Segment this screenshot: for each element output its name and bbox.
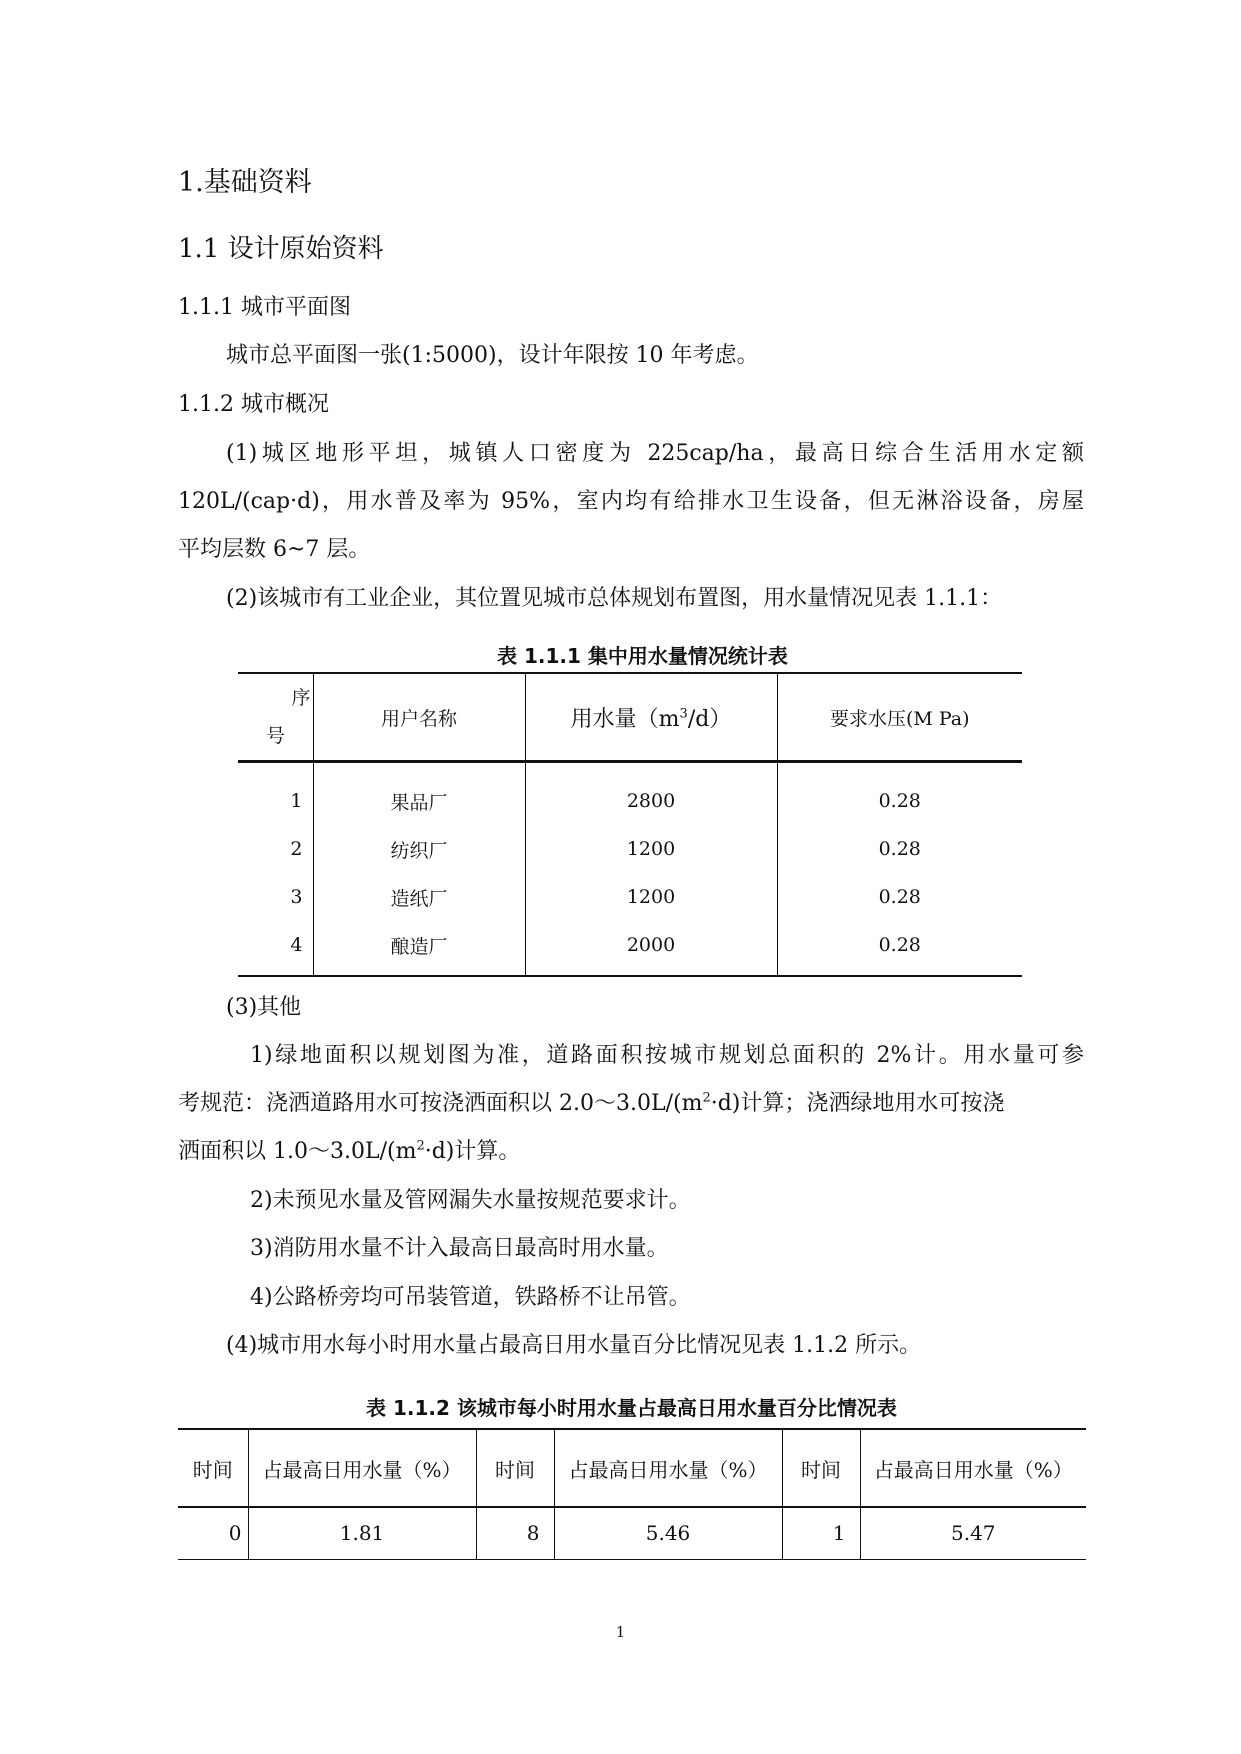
cell-percent: 5.46 [554,1507,782,1559]
header-flow-sup: 3 [679,706,688,722]
cell-flow: 2800 [525,777,777,825]
cell-name: 酿造厂 [313,921,525,976]
paragraph-3-1-line-1: 1)绿地面积以规划图为准，道路面积按城市规划总面积的 2%计。用水量可参 [250,1043,1084,1068]
header-flow-text: 用水量（m [570,706,680,732]
cell-no: 1 [238,777,313,825]
line-3-text-b: ·d)计算。 [424,1139,521,1164]
paragraph-3-1-line-2 [178,1086,1004,1117]
paragraph-3-4: 4)公路桥旁均可吊装管道，铁路桥不让吊管。 [250,1285,691,1310]
table-row [238,873,1022,921]
paragraph-1-line-1: (1)城区地形平坦，城镇人口密度为 225cap/ha，最高日综合生活用水定额 [226,441,1084,466]
header-flow-unit: /d） [687,706,732,732]
paragraph-city-map: 城市总平面图一张(1:5000)，设计年限按 10 年考虑。 [226,343,759,368]
cell-pressure: 0.28 [878,838,921,860]
header-time: 时间 [782,1429,860,1507]
table-header-row [178,1429,1086,1507]
cell-pressure: 0.28 [878,886,921,908]
cell-flow: 1200 [525,873,777,921]
header-name: 用户名称 [313,673,525,762]
line-2-text-b: ·d)计算；浇洒绿地用水可按浇 [710,1091,1005,1116]
header-percent: 占最高日用水量（%） [248,1429,476,1507]
cell-time: 1 [782,1507,860,1559]
table-header-row [238,673,1022,762]
cell-no: 3 [238,873,313,921]
hourly-water-table [178,1428,1086,1560]
header-no-bottom: 号 [266,725,286,747]
cell-time: 8 [476,1507,554,1559]
cell-no: 4 [238,921,313,976]
header-pressure: 要求水压(M Pa) [829,707,970,730]
line-3-sup: 2 [416,1138,425,1154]
cell-no: 2 [238,825,313,873]
cell-pressure: 0.28 [878,934,921,956]
header-percent: 占最高日用水量（%） [873,1457,1073,1482]
table-row [238,777,1022,825]
cell-percent: 5.47 [950,1521,996,1546]
paragraph-3: (3)其他 [226,995,302,1020]
paragraph-2: (2)该城市有工业企业，其位置见城市总体规划布置图，用水量情况见表 1.1.1： [226,586,1003,611]
paragraph-3-2: 2)未预见水量及管网漏失水量按规范要求计。 [250,1188,691,1213]
water-use-table [238,672,1022,977]
header-no [238,673,313,762]
heading-1-1-1: 1.1.1 城市平面图 [178,295,351,320]
paragraph-1-line-2: 120L/(cap·d)，用水普及率为 95%，室内均有给排水卫生设备，但无淋浴设备，房屋 [178,489,1084,514]
paragraph-1-line-3: 平均层数 6~7 层。 [178,537,371,562]
cell-name: 造纸厂 [313,873,525,921]
heading-1: 1.基础资料 [178,167,312,198]
table-1-caption: 表 1.1.1 集中用水量情况统计表 [497,644,788,668]
cell-flow: 1200 [525,825,777,873]
header-time: 时间 [476,1429,554,1507]
paragraph-3-1-line-3 [178,1134,520,1165]
line-3-text-a: 洒面积以 1.0～3.0L/(m [178,1139,417,1164]
heading-1-1-2: 1.1.2 城市概况 [178,392,329,417]
header-flow [525,673,777,762]
cell-name: 果品厂 [313,777,525,825]
header-percent: 占最高日用水量（%） [554,1429,782,1507]
page-number: 1 [615,1623,626,1641]
cell-name: 纺织厂 [313,825,525,873]
heading-1-1: 1.1 设计原始资料 [178,234,384,264]
table-row [238,921,1022,976]
cell-percent: 1.81 [248,1507,476,1559]
cell-time: 0 [178,1507,248,1559]
paragraph-4: (4)城市用水每小时用水量占最高日用水量百分比情况见表 1.1.2 所示。 [226,1333,922,1358]
table-2-caption: 表 1.1.2 该城市每小时用水量占最高日用水量百分比情况表 [366,1396,897,1420]
table-row [238,825,1022,873]
table-row [178,1507,1086,1559]
line-2-text-a: 考规范：浇洒道路用水可按浇洒面积以 2.0～3.0L/(m [178,1091,703,1116]
cell-flow: 2000 [525,921,777,976]
line-2-sup: 2 [702,1090,711,1106]
header-time: 时间 [178,1429,248,1507]
paragraph-3-3: 3)消防用水量不计入最高日最高时用水量。 [250,1236,669,1261]
cell-pressure: 0.28 [878,790,921,812]
header-no-top: 序 [291,687,311,709]
